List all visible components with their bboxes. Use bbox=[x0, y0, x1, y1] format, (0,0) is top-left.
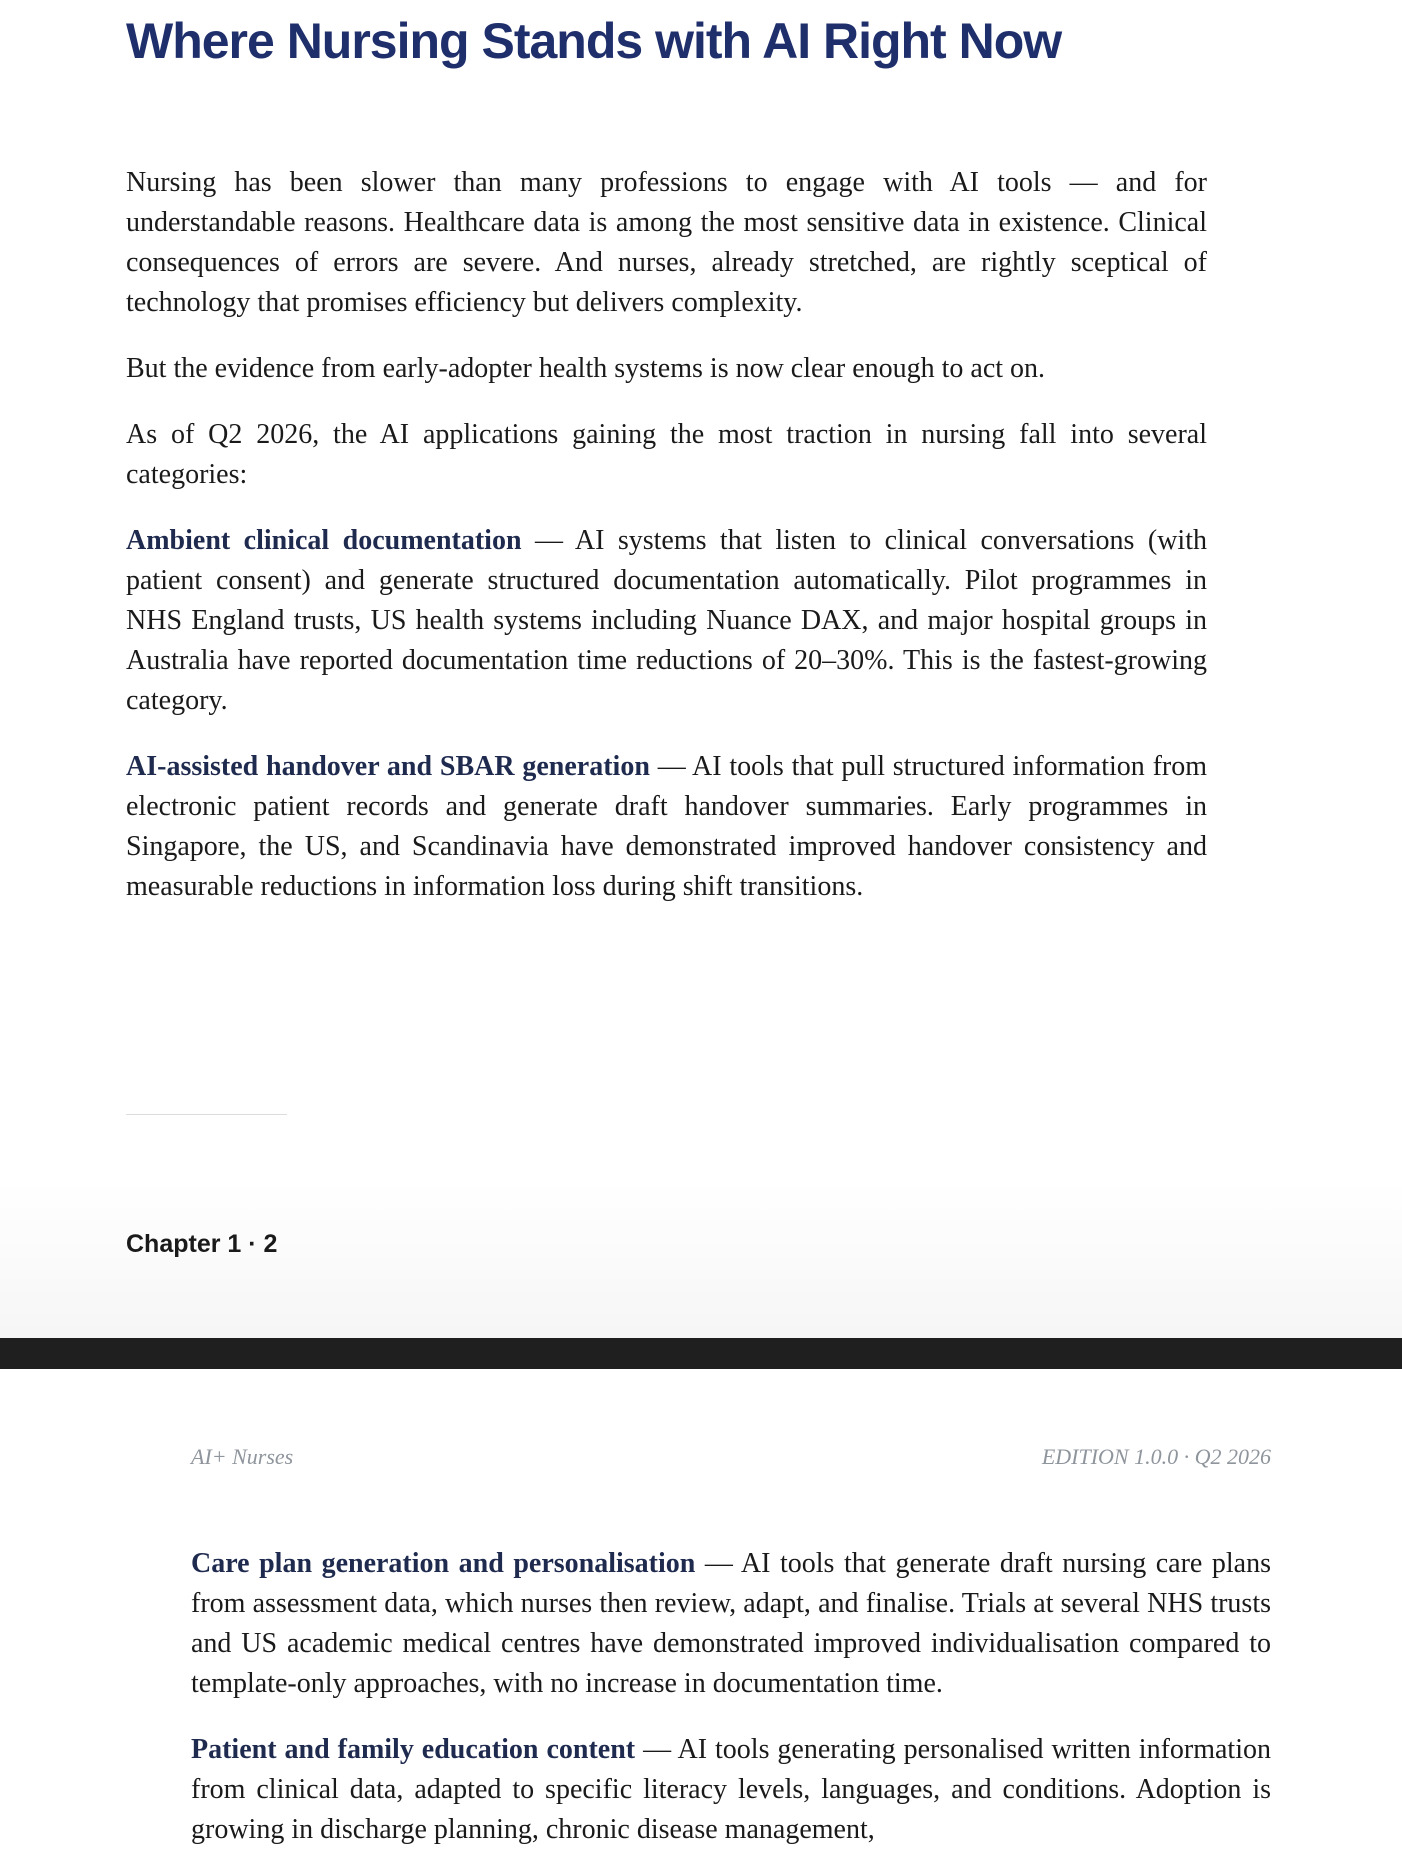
item-description: — AI tools generating personalised written information from clinical data, adapted to specific literacy levels, languages, and conditions. Adoption is growing in discharge planning, chronic disease management, bbox=[191, 1734, 1271, 1845]
list-item bbox=[126, 521, 1207, 721]
page-2 bbox=[0, 1369, 1402, 1872]
item-term: Care plan generation and personalisation bbox=[191, 1548, 696, 1579]
running-header-edition: EDITION 1.0.0 · Q2 2026 bbox=[1041, 1444, 1271, 1469]
list-item bbox=[191, 1544, 1271, 1704]
paragraph: As of Q2 2026, the AI applications gaining the most traction in nursing fall into several categories: bbox=[126, 419, 1207, 490]
page-footer-chapter-label: Chapter 1 · 2 bbox=[126, 1230, 278, 1258]
page-break-divider bbox=[0, 1338, 1402, 1369]
running-header-title: AI+ Nurses bbox=[191, 1444, 294, 1469]
page-1-body-text bbox=[126, 163, 1207, 933]
list-item bbox=[126, 747, 1207, 907]
item-description: — AI tools that pull structured information from electronic patient records and generate draft handover summaries. Early programmes in Singapore, the US, and Scandinavia have demonstrated improved handover consistency and measurable reductions in information loss during shift transitions. bbox=[126, 751, 1207, 902]
item-term: Patient and family education content bbox=[191, 1734, 636, 1765]
chapter-section-heading: Where Nursing Stands with AI Right Now bbox=[126, 13, 1062, 69]
item-term: AI-assisted handover and SBAR generation bbox=[126, 751, 650, 782]
item-description: — AI tools that generate draft nursing care plans from assessment data, which nurses then review, adapt, and finalise. Trials at several NHS trusts and US academic medical centres have demonstrated improved individualisation compared to template-only approaches, with no increase in documentation time. bbox=[191, 1548, 1271, 1699]
footnote-divider bbox=[126, 1114, 287, 1115]
item-description: — AI systems that listen to clinical conversations (with patient consent) and generate structured documentation automatically. Pilot programmes in NHS England trusts, US health systems including Nuance DAX, and major hospital groups in Australia have reported documentation time reductions of 20–30%. This is the fastest-growing category. bbox=[126, 525, 1207, 716]
item-term: Ambient clinical documentation bbox=[126, 525, 522, 556]
paragraph: But the evidence from early-adopter health systems is now clear enough to act on. bbox=[126, 353, 1046, 384]
list-item bbox=[191, 1730, 1271, 1850]
page-2-body-text bbox=[191, 1544, 1271, 1872]
paragraph: Nursing has been slower than many professions to engage with AI tools — and for understandable reasons. Healthcare data is among the most sensitive data in existence. Clinical consequences of errors are severe. And nurses, already stretched, are rightly sceptical of technology that promises efficiency but delivers complexity. bbox=[126, 167, 1207, 318]
